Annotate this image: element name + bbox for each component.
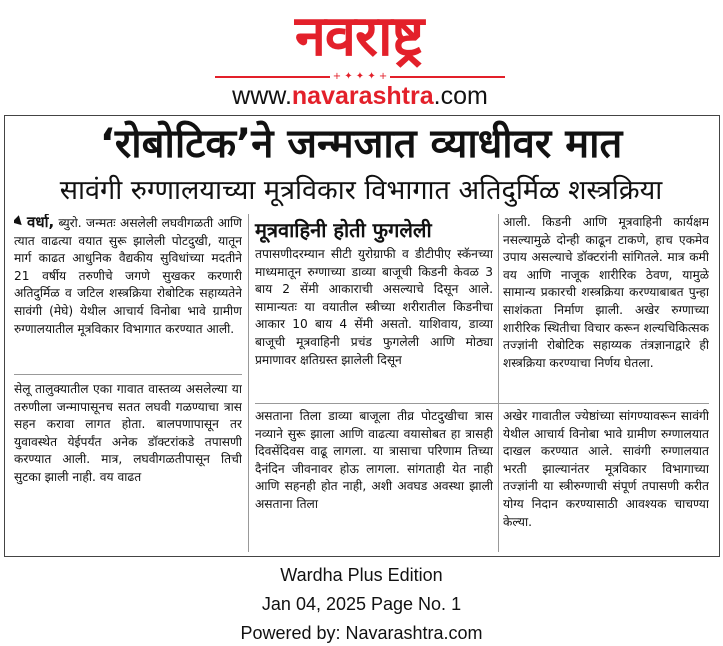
powered-by-link[interactable]: Powered by: Navarashtra.com bbox=[240, 623, 483, 643]
article-column-1b bbox=[14, 381, 242, 553]
website-suffix: .com bbox=[433, 82, 488, 110]
article-column-3b bbox=[503, 408, 709, 553]
website-url[interactable] bbox=[200, 82, 520, 110]
column-3b-text: अखेर गावातील ज्येष्ठांच्या सांगण्यावरून सावंगी येथील आचार्य विनोबा भावे ग्रामीण रुग्णालयात दाखल करण्यात आले. सावंगी रुग्णालयात भरती झाल्यानंतर मूत्रविकार विभागाच्या तज्ज्ञांनी या स्त्रीरुग्णाची संपूर्ण तपासणी करीत योग्य निदान करण्यासाठी आवश्यक चाचण्या केल्या. bbox=[503, 409, 709, 529]
section-heading: मूत्रवाहिनी होती फुगलेली bbox=[255, 218, 432, 242]
column-divider bbox=[498, 214, 499, 552]
column-1-text: ब्युरो. जन्मतः असलेली लघवीगळती आणि त्यात वाढत्या वयात सुरू झालेली पोटदुखी, यातून मार्ग काढत आधुनिक वैद्यकीय सुविधांच्या मदतीने 21 वर्षीय तरुणीचे जगणे सुखकर करणारी अतिदुर्मिळ व जटिल शस्त्रक्रिया रोबोटिक सहाय्यतेने सावंगी (मेघे) येथील आचार्य विनोबा भावे ग्रामीण रुग्णालयातील मूत्रविकार विभागात करण्यात आली. bbox=[14, 216, 242, 336]
article-column-1 bbox=[14, 214, 242, 371]
edition-label: Wardha Plus Edition bbox=[280, 565, 443, 585]
column-1b-text: सेलू तालुक्यातील एका गावात वास्तव्य असलेल्या या तरुणीला जन्मापासूनच सतत लघवी गळण्याचा त्रास सहन करावा लागत होता. बालपणापासून तर युवावस्थेत येईपर्यंत अनेक डॉक्टरांकडे तपासणी करण्यात आली. मात्र, लघवीगळतीपासून तिची सुटका झाली नाही. वय वाढत bbox=[14, 382, 242, 484]
website-brand: navarashtra bbox=[291, 82, 434, 110]
subheadline: सावंगी रुग्णालयाच्या मूत्रविकार विभागात अतिदुर्मिळ शस्त्रक्रिया bbox=[59, 175, 663, 206]
stars-ornament-icon: + ✦ ✦ ✦ + bbox=[330, 70, 390, 84]
article-column-2 bbox=[255, 246, 493, 400]
column-divider bbox=[255, 403, 709, 404]
dateline: वर्धा, bbox=[27, 214, 55, 231]
article-column-3 bbox=[503, 214, 709, 402]
date-page-label: Jan 04, 2025 Page No. 1 bbox=[261, 594, 462, 614]
column-divider bbox=[248, 214, 249, 552]
article-column-2b bbox=[255, 408, 493, 553]
newspaper-logo: नवराष्ट्र bbox=[294, 4, 424, 69]
column-2-text: तपासणीदरम्यान सीटी युरोग्राफी व डीटीपीए स्कॅनच्या माध्यमातून रुग्णाच्या डाव्या बाजूची किडनी केवळ 3 बाय 2 सेंमी आकाराची असल्याचे दिसून आले. सामान्यतः या वयातील स्त्रीच्या शरीरातील किडनीचा आकार 10 बाय 4 सेंमी असतो. याशिवाय, डाव्या बाजूची मूत्रवाहिनी प्रचंड फुगलेली आणि मोठ्या प्रमाणावर क्षतिग्रस्त झालेली दिसून bbox=[255, 247, 493, 367]
column-divider bbox=[14, 374, 242, 375]
column-2b-text: असताना तिला डाव्या बाजूला तीव्र पोटदुखीचा त्रास नव्याने सुरू झाला आणि वाढत्या वयासोबत हा त्रासही दिवसेंदिवस वाढू लागला. या त्रासाचा परिणाम तिच्या दैनंदिन जीवनावर होऊ लागला. सांगताही येत नाही आणि सहनही होत नाही, अशी अवघड अवस्था झाली असताना तिला bbox=[255, 409, 493, 511]
headline: ‘रोबोटिक’ने जन्मजात व्याधीवर मात bbox=[99, 121, 623, 167]
masthead bbox=[0, 0, 723, 112]
bullet-arrow-icon bbox=[14, 215, 25, 228]
column-3-text: आली. किडनी आणि मूत्रवाहिनी कार्यक्षम नसल्यामुळे दोन्ही काढून टाकणे, हाच एकमेव उपाय असल्याचे डॉक्टरांनी सांगितले. मात्र कमी वय आणि नाजूक शारीरिक ठेवण, यामुळे सामान्य प्रकारची शस्त्रक्रिया करण्याबाबत पुन्हा साशंकता निर्माण झाली. अखेर रुग्णाच्या शारीरिक स्थितीचा विचार करून शल्यचिकित्सक तज्ज्ञांनी रोबोटिक सहाय्यक तंत्रज्ञानाद्वारे ही शस्त्रक्रिया करण्याचा निर्णय घेतला. bbox=[503, 215, 709, 370]
website-prefix: www. bbox=[232, 82, 292, 110]
